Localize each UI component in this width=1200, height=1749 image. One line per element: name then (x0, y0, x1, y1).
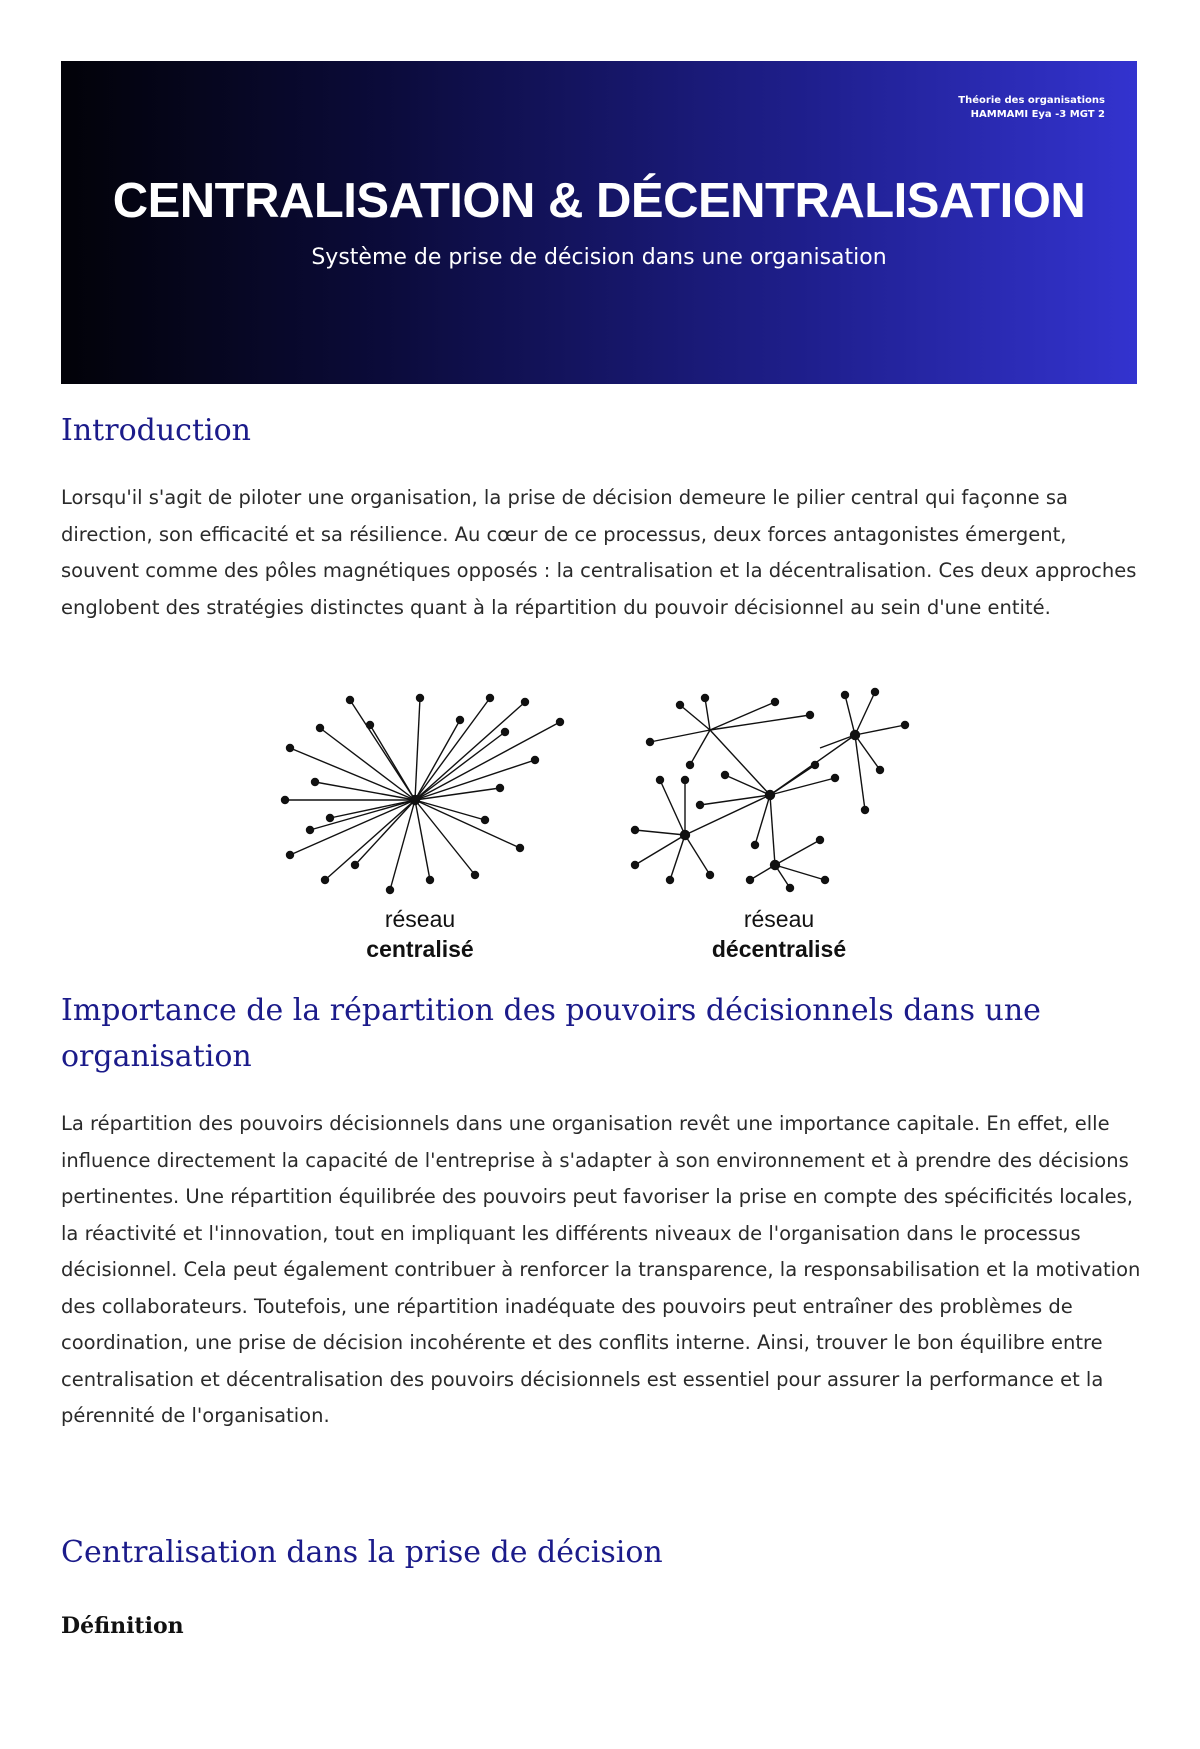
centralized-caption-line1: réseau (384, 906, 456, 932)
importance-heading: Importance de la répartition des pouvoirs décisionnels dans une organisation (61, 993, 1041, 1074)
header-banner (61, 61, 1137, 384)
header-meta (958, 94, 1105, 122)
definition-heading: Définition (61, 1613, 184, 1639)
centralized-caption (300, 904, 540, 964)
centralized-caption-line2: centralisé (366, 936, 474, 962)
decentralized-caption-line2: décentralisé (711, 936, 847, 962)
network-diagram (230, 670, 970, 910)
importance-paragraph: La répartition des pouvoirs décisionnels dans une organisation revêt une importance capitale. En effet, elle influence directement la capacité de l'entreprise à s'adapter à son environnement et à prendre des décisions pertinentes. Une répartition équilibrée des pouvoirs peut favoriser la prise en compte des spécificités locales, la réactivité et l'innovation, tout en impliquant les différents niveaux de l'organisation dans le processus décisionnel. Cela peut également contribuer à renforcer la transparence, la responsabilisation et la motivation des collaborateurs. Toutefois, une répartition inadéquate des pouvoirs peut entraîner des problèmes de coordination, une prise de décision incohérente et des conflits interne. Ainsi, trouver le bon équilibre entre centralisation et décentralisation des pouvoirs décisionnels est essentiel pour assurer la performance et la pérennité de l'organisation. (61, 1112, 1141, 1427)
decentralized-caption (659, 904, 899, 964)
page-subtitle: Système de prise de décision dans une organisation (311, 245, 887, 270)
network-figure (230, 670, 970, 970)
centralisation-heading: Centralisation dans la prise de décision (61, 1535, 663, 1570)
page-title: CENTRALISATION & DÉCENTRALISATION (112, 174, 1086, 228)
decentralized-network (632, 689, 909, 892)
author-line: HAMMAMI Eya -3 MGT 2 (970, 109, 1105, 120)
intro-paragraph: Lorsqu'il s'agit de piloter une organisation, la prise de décision demeure le pilier central qui façonne sa direction, son efficacité et sa résilience. Au cœur de ce processus, deux forces antagonistes émergent, souvent comme des pôles magnétiques opposés : la centralisation et la décentralisation. Ces deux approches englobent des stratégies distinctes quant à la répartition du pouvoir décisionnel au sein d'une entité. (61, 486, 1137, 619)
decentralized-caption-line1: réseau (743, 906, 815, 932)
course-name: Théorie des organisations (958, 95, 1105, 106)
intro-heading: Introduction (61, 413, 251, 448)
centralized-network (282, 695, 564, 894)
